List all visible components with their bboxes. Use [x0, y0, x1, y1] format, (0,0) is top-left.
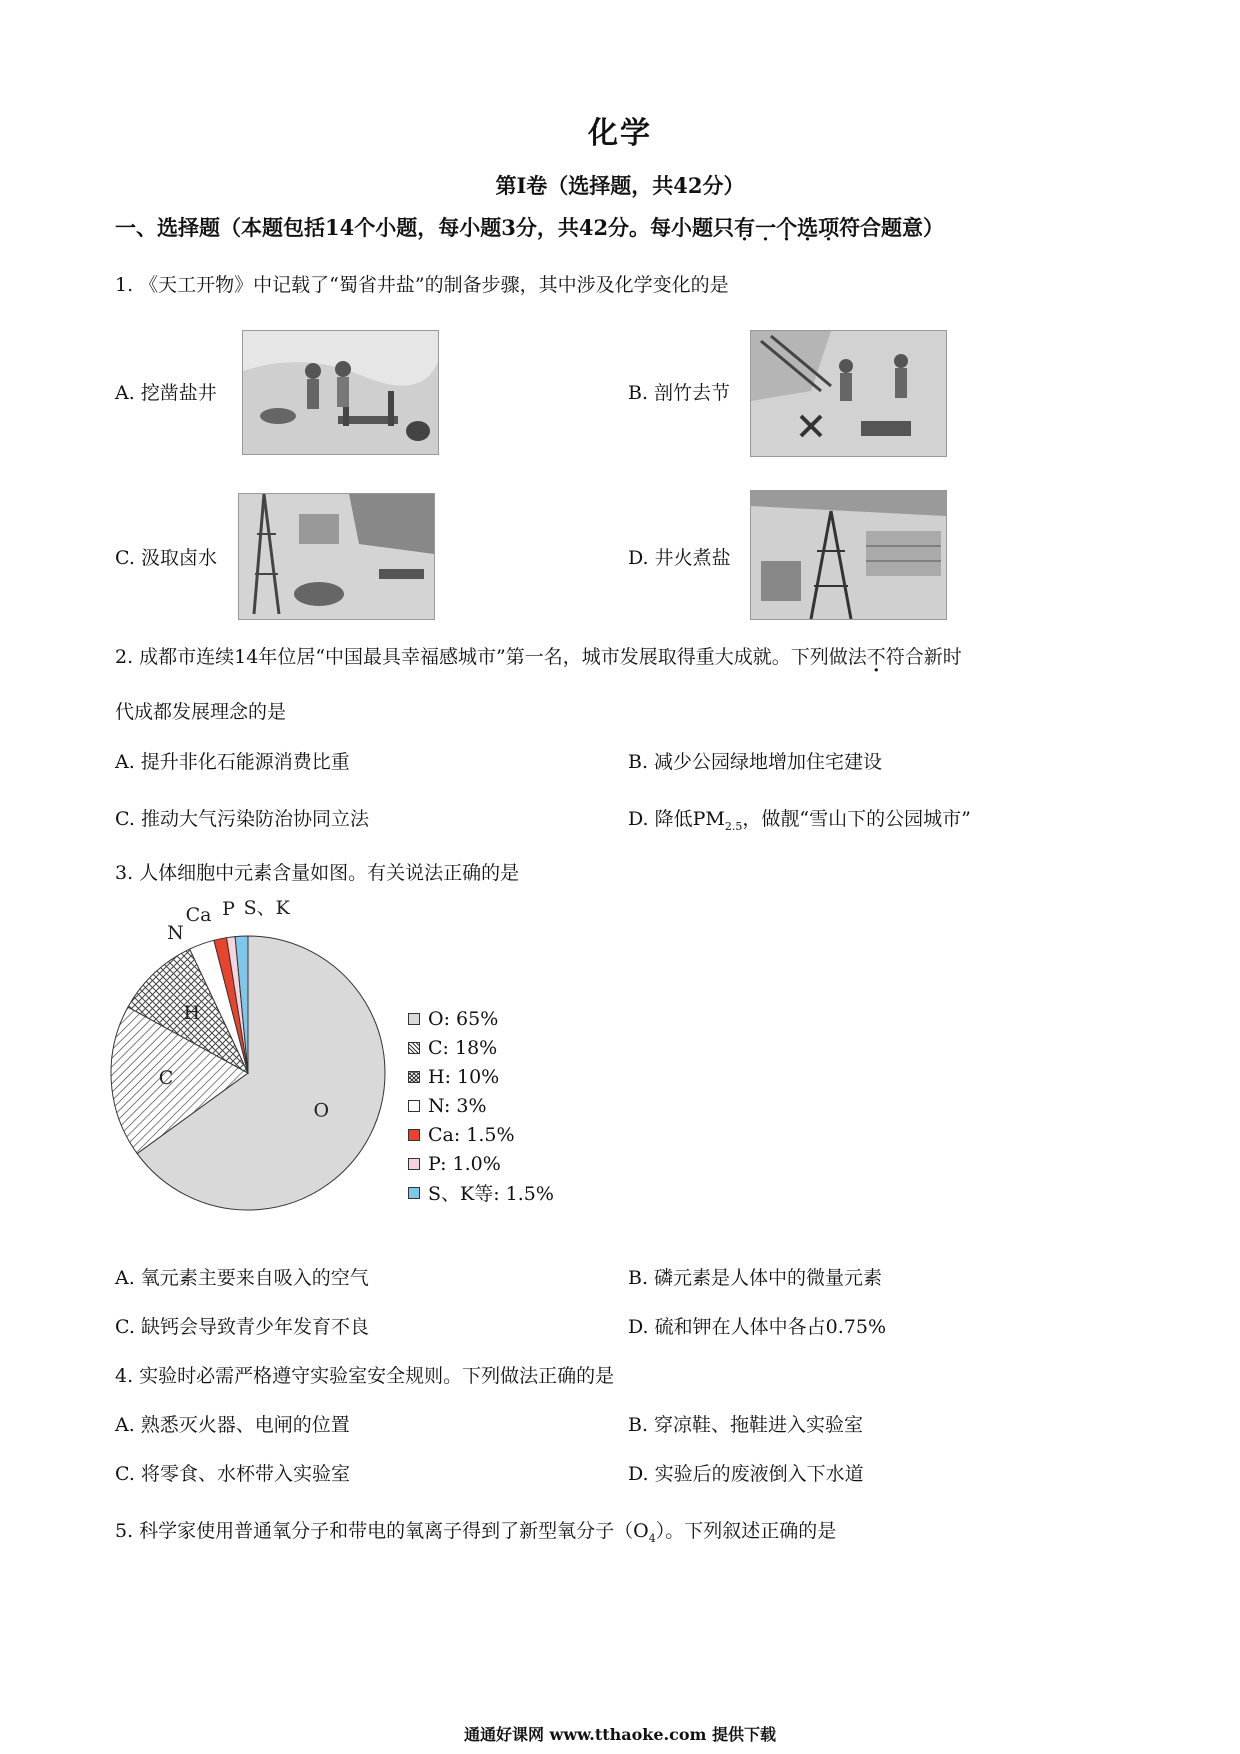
q3-option-b: B. 磷元素是人体中的微量元素 — [628, 1267, 883, 1289]
legend-item-h — [408, 1062, 554, 1091]
pie-label-n: N — [167, 922, 184, 945]
legend-text: N: 3% — [428, 1094, 487, 1117]
legend-swatch — [408, 1187, 420, 1199]
q1-option-b: B. 剖竹去节 — [628, 382, 731, 404]
legend-swatch — [408, 1129, 420, 1141]
q1-option-c: C. 汲取卤水 — [115, 547, 217, 569]
legend-text: O: 65% — [428, 1007, 499, 1030]
brine-drawing-illustration — [239, 494, 434, 619]
q2-option-b: B. 减少公园绿地增加住宅建设 — [628, 751, 883, 773]
pie-legend — [408, 1004, 554, 1207]
legend-item-o — [408, 1004, 554, 1033]
legend-item-n — [408, 1091, 554, 1120]
well-fire-salt-boiling-illustration — [751, 491, 946, 619]
legend-text: H: 10% — [428, 1065, 500, 1088]
question-1-stem: 1. 《天工开物》中记载了“蜀省井盐”的制备步骤，其中涉及化学变化的是 — [115, 274, 729, 296]
legend-text: P: 1.0% — [428, 1152, 501, 1175]
legend-swatch — [408, 1013, 420, 1025]
q4-option-b: B. 穿凉鞋、拖鞋进入实验室 — [628, 1414, 864, 1436]
pie-label-p: P — [222, 900, 235, 921]
pie-label-ca: Ca — [185, 904, 212, 927]
section-heading: 一、选择题（本题包括14个小题，每小题3分，共42分。每小题只有一个选项符合题意） — [115, 215, 945, 240]
question-3-stem: 3. 人体细胞中元素含量如图。有关说法正确的是 — [115, 862, 520, 884]
q4-option-a: A. 熟悉灭火器、电闸的位置 — [115, 1414, 350, 1436]
legend-text: Ca: 1.5% — [428, 1123, 515, 1146]
q1-image-c — [238, 493, 435, 620]
page-subtitle: 第I卷（选择题，共42分） — [495, 173, 745, 198]
pie-label-sk: S、K — [243, 900, 290, 920]
legend-text: C: 18% — [428, 1036, 498, 1059]
question-5-stem: 5. 科学家使用普通氧分子和带电的氧离子得到了新型氧分子$(O_4)$。下列叙述正确的是 — [115, 1520, 837, 1545]
legend-item-c — [408, 1033, 554, 1062]
footer-source: 通通好课网 www.tthaoke.com 提供下载 — [463, 1725, 777, 1744]
pie-label-c: C — [158, 1067, 174, 1090]
legend-item-ca — [408, 1120, 554, 1149]
q2-option-c: C. 推动大气污染防治协同立法 — [115, 808, 369, 830]
legend-swatch — [408, 1071, 420, 1083]
q1-image-a — [242, 330, 439, 455]
pie-label-h: H — [183, 1002, 201, 1025]
legend-swatch — [408, 1158, 420, 1170]
salt-well-digging-illustration — [243, 331, 438, 454]
q3-option-a: A. 氧元素主要来自吸入的空气 — [115, 1267, 369, 1289]
question-2-stem-line1: 2. 成都市连续14年位居“中国最具幸福感城市”第一名，城市发展取得重大成就。下列做法不符合新时 — [115, 646, 962, 668]
legend-swatch — [408, 1042, 420, 1054]
q2-option-d: D. 降低$PM_{2.5}$，做靓“雪山下的公园城市” — [628, 808, 971, 833]
q4-option-c: C. 将零食、水杯带入实验室 — [115, 1463, 350, 1485]
q2-option-a: A. 提升非化石能源消费比重 — [115, 751, 350, 773]
legend-item-p — [408, 1149, 554, 1178]
q3-option-d: D. 硫和钾在人体中各占0.75% — [628, 1316, 886, 1338]
q1-option-a: A. 挖凿盐井 — [115, 382, 217, 404]
q1-option-d: D. 井火煮盐 — [628, 547, 731, 569]
legend-swatch — [408, 1100, 420, 1112]
q1-image-b — [750, 330, 947, 457]
pie-label-o: O — [313, 1099, 330, 1122]
q4-option-d: D. 实验后的废液倒入下水道 — [628, 1463, 864, 1485]
q3-option-c: C. 缺钙会导致青少年发育不良 — [115, 1316, 369, 1338]
question-4-stem: 4. 实验时必需严格遵守实验室安全规则。下列做法正确的是 — [115, 1365, 615, 1387]
question-2-stem-line2: 代成都发展理念的是 — [115, 701, 287, 723]
bamboo-splitting-illustration — [751, 331, 946, 456]
q1-image-d — [750, 490, 947, 620]
legend-item-sk — [408, 1178, 554, 1207]
page-title: 化学 — [588, 116, 652, 151]
legend-text: S、K等: 1.5% — [428, 1183, 554, 1205]
